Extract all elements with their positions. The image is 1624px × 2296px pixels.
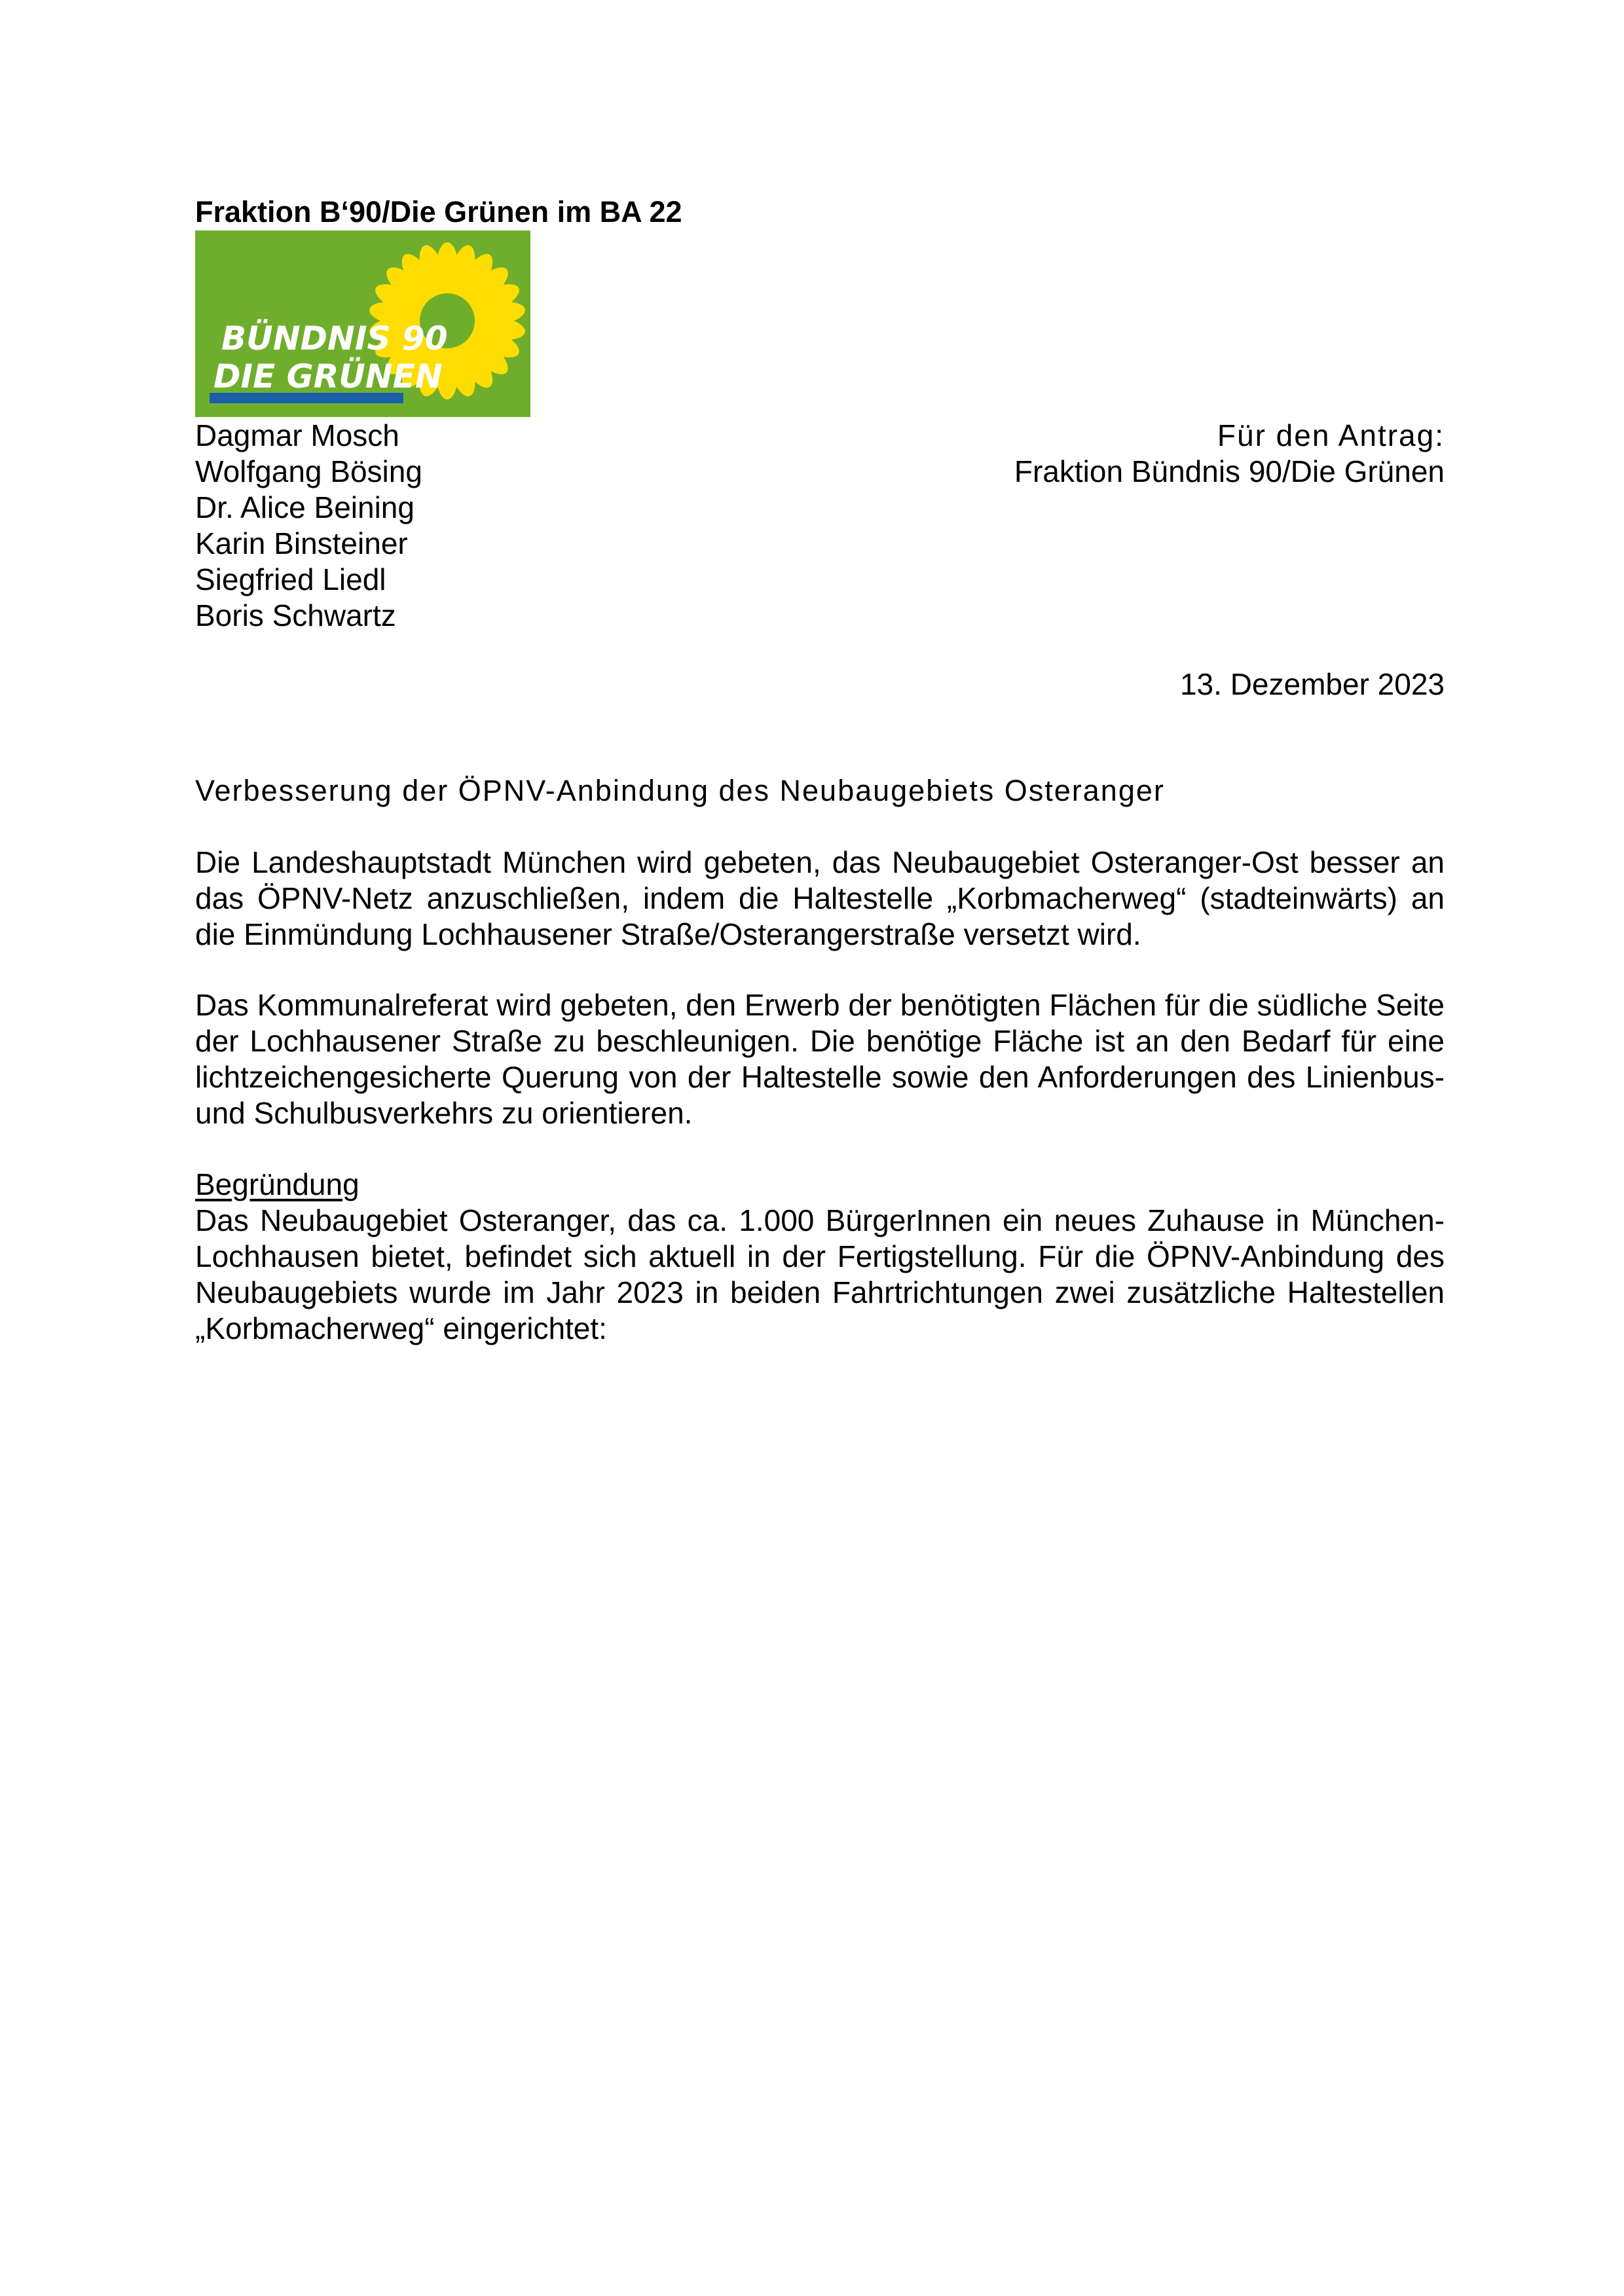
- request-paragraph-1: [195, 845, 1445, 953]
- subject-line: Verbesserung der ÖPNV-Anbindung des Neubaugebiets Osteranger: [195, 774, 1165, 807]
- logo-text-line2: DIE GRÜNEN: [213, 357, 443, 395]
- paragraph-text: Das Kommunalreferat wird gebeten, den Erwerb der benötigten Flächen für die südliche Seite der Lochhausener Straße zu beschleunigen. Die benötige Fläche ist an den Bedarf für eine lichtzeichengesicherte Querung von der Haltestelle sowie den Anforderungen des Linienbus- und Schulbusverkehrs zu orientieren.: [195, 988, 1445, 1130]
- member-name: Karin Binsteiner: [195, 526, 408, 560]
- antrag-label: Für den Antrag:: [1217, 418, 1445, 452]
- party-logo: [195, 230, 530, 417]
- antrag-faction: Fraktion Bündnis 90/Die Grünen: [1014, 454, 1445, 488]
- member-name: Wolfgang Bösing: [195, 454, 422, 488]
- member-list: [195, 418, 422, 634]
- document-date: 13. Dezember 2023: [1179, 667, 1445, 701]
- buendnis-gruene-logo-graphic: [195, 230, 530, 417]
- member-name: Dagmar Mosch: [195, 418, 399, 452]
- antrag-block: [1014, 418, 1445, 490]
- justification-text: Das Neubaugebiet Osteranger, das ca. 1.000 BürgerInnen ein neues Zuhause in München-Lochhausen bietet, befindet sich aktuell in der Fertigstellung. Für die ÖPNV-Anbindung des Neubaugebiets wurde im Jahr 2023 in beiden Fahrtrichtungen zwei zusätzliche Haltestellen „Korbmacherweg“ eingerichtet:: [195, 1203, 1445, 1345]
- justification-section: [195, 1167, 1445, 1347]
- faction-heading: Fraktion B‘90/Die Grünen im BA 22: [195, 195, 682, 228]
- justification-title: Begründung: [195, 1167, 360, 1201]
- member-name: Boris Schwartz: [195, 598, 396, 632]
- logo-text-line1: BÜNDNIS 90: [221, 319, 448, 357]
- member-name: Siegfried Liedl: [195, 562, 386, 596]
- paragraph-text: Die Landeshauptstadt München wird gebeten, das Neubaugebiet Osteranger-Ost besser an das ÖPNV-Netz anzuschließen, indem die Haltestelle „Korbmacherweg“ (stadteinwärts) an die Einmündung Lochhausener Straße/Osterangerstraße versetzt wird.: [195, 845, 1445, 951]
- member-name: Dr. Alice Beining: [195, 490, 415, 524]
- request-paragraph-2: [195, 987, 1445, 1131]
